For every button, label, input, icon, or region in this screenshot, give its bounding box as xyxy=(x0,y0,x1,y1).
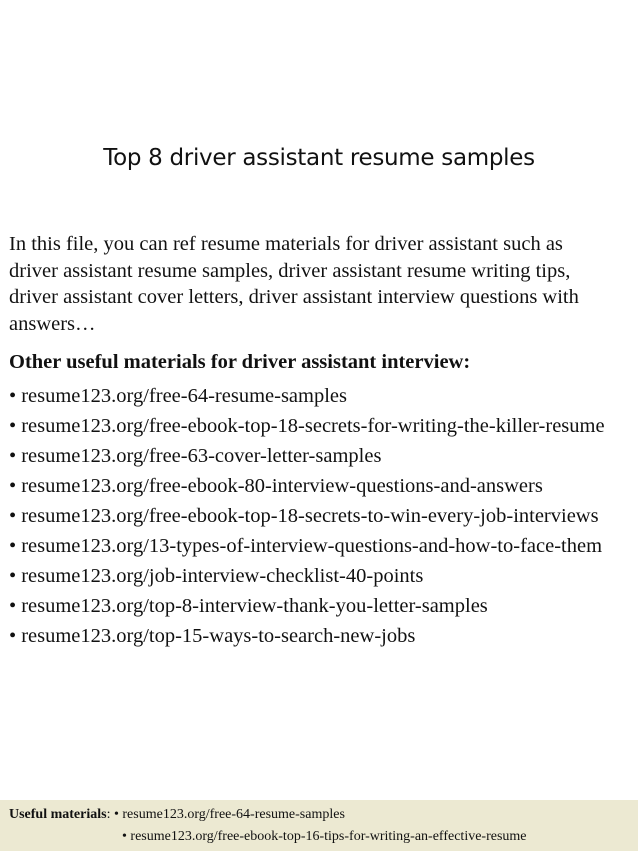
footer-row xyxy=(122,827,527,847)
materials-heading: Other useful materials for driver assistant interview: xyxy=(9,351,471,373)
material-link[interactable]: resume123.org/free-64-resume-samples xyxy=(21,385,347,407)
material-link[interactable]: resume123.org/13-types-of-interview-questions-and-how-to-face-them xyxy=(21,535,603,557)
list-item xyxy=(9,471,605,501)
material-link[interactable]: resume123.org/top-8-interview-thank-you-letter-samples xyxy=(21,595,488,617)
footer-bullet: • xyxy=(113,807,119,822)
material-link[interactable]: resume123.org/free-ebook-top-18-secrets-to-win-every-job-interviews xyxy=(21,505,599,527)
list-item xyxy=(9,531,605,561)
document-title: Top 8 driver assistant resume samples xyxy=(103,145,535,171)
bullet: • xyxy=(9,385,17,407)
material-link[interactable]: resume123.org/job-interview-checklist-40-points xyxy=(21,565,424,587)
bullet: • xyxy=(9,475,17,497)
intro-line: answers… xyxy=(9,312,96,335)
bullet: • xyxy=(9,565,17,587)
bullet: • xyxy=(9,505,17,527)
material-link[interactable]: resume123.org/free-ebook-top-18-secrets-for-writing-the-killer-resume xyxy=(21,415,605,437)
intro-line: driver assistant cover letters, driver assistant interview questions with xyxy=(9,286,579,308)
footer-separator: : xyxy=(106,807,111,822)
bullet: • xyxy=(9,595,17,617)
list-item xyxy=(9,441,605,471)
list-item xyxy=(9,621,605,651)
list-item xyxy=(9,411,605,441)
intro-paragraph xyxy=(9,231,609,337)
bullet: • xyxy=(9,415,17,437)
material-link[interactable]: resume123.org/free-63-cover-letter-samples xyxy=(21,445,382,467)
list-item xyxy=(9,561,605,591)
list-item xyxy=(9,591,605,621)
footer-label: Useful materials xyxy=(9,807,107,822)
list-item xyxy=(9,501,605,531)
bullet: • xyxy=(9,445,17,467)
bullet: • xyxy=(9,535,17,557)
list-item xyxy=(9,381,605,411)
materials-link-list xyxy=(9,381,605,651)
intro-line: driver assistant resume samples, driver assistant resume writing tips, xyxy=(9,259,571,282)
intro-line: In this file, you can ref resume materials for driver assistant such as xyxy=(9,233,563,255)
bullet: • xyxy=(9,625,17,647)
material-link[interactable]: resume123.org/free-ebook-80-interview-questions-and-answers xyxy=(21,475,543,497)
material-link[interactable]: resume123.org/top-15-ways-to-search-new-jobs xyxy=(21,625,416,647)
footer-bar xyxy=(0,800,638,851)
footer-bullet: • xyxy=(122,829,127,844)
footer-link[interactable]: resume123.org/free-64-resume-samples xyxy=(122,807,345,822)
footer-link[interactable]: resume123.org/free-ebook-top-16-tips-for-writing-an-effective-resume xyxy=(130,829,527,844)
footer-row xyxy=(9,805,345,825)
